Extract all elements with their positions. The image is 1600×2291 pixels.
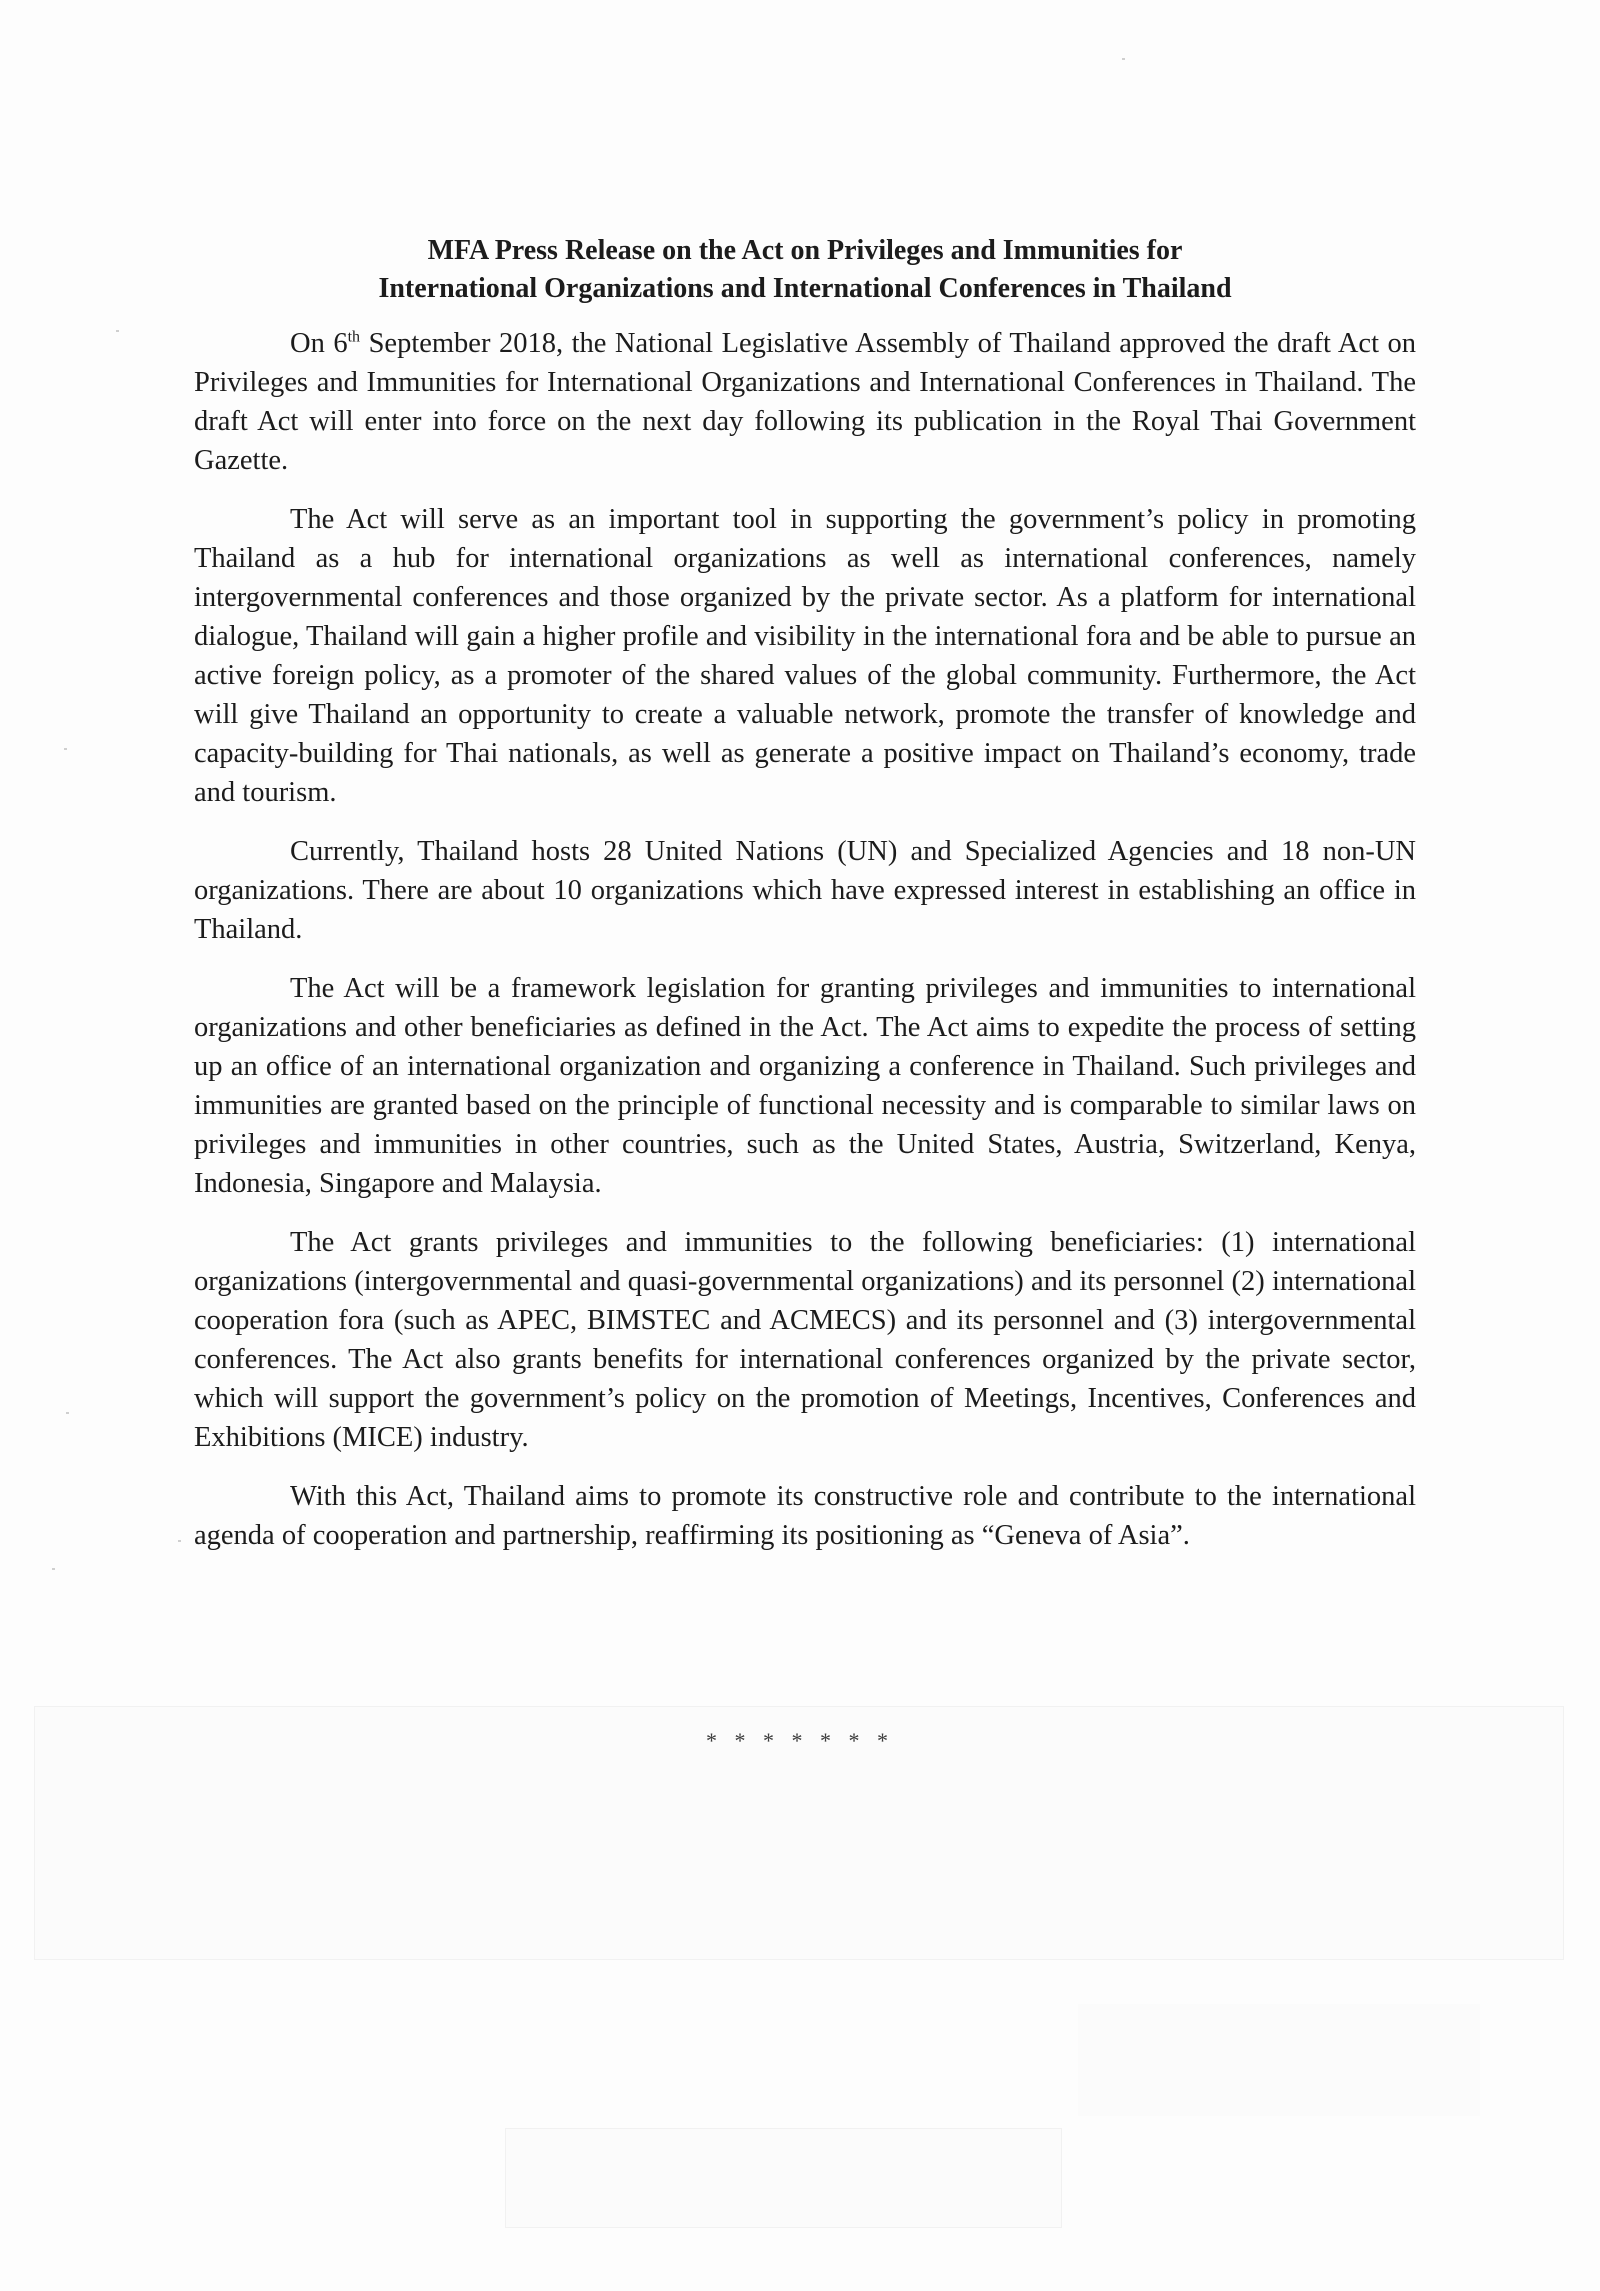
paragraph-beneficiaries: The Act grants privileges and immunities to the following beneficiaries: (1) international organizations (intergovernmental and quasi-governmental organizations) and its personnel (2) international cooperation fora (such as APEC, BIMSTEC and ACMECS) and its personnel and (3) intergovernmental conferences. The Act also grants benefits for international conferences organized by the private sector, which will support the government’s policy on the promotion of Meetings, Incentives, Conferences and Exhibitions (MICE) industry. (194, 1227, 1416, 1453)
bleed-through-label (1078, 2004, 1480, 2116)
bleed-through-stamp (505, 2128, 1062, 2228)
scan-speck (1122, 58, 1125, 60)
scan-speck (64, 748, 67, 750)
scan-speck (116, 330, 119, 332)
paragraph-approval-rest: September 2018, the National Legislative Assembly of Thailand approved the draft Act on Privileges and Immunities for International Organizations and International Conferences in Thailand. The draft Act will enter into force on the next day following its publication in the Royal Thai Government Gazette. (194, 328, 1416, 476)
scan-speck (52, 1568, 55, 1570)
end-separator: * * * * * * * (706, 1728, 894, 1753)
title-line-1: MFA Press Release on the Act on Privileges and Immunities for (427, 235, 1183, 266)
press-release-body (194, 324, 1416, 1575)
paragraph-conclusion: With this Act, Thailand aims to promote its constructive role and contribute to the international agenda of cooperation and partnership, reaffirming its positioning as “Geneva of Asia”. (194, 1481, 1416, 1551)
paragraph-purpose: The Act will serve as an important tool in supporting the government’s policy in promoting Thailand as a hub for international organizations as well as international conferences, namely intergovernmental conferences and those organized by the private sector. As a platform for international dialogue, Thailand will gain a higher profile and visibility in the international fora and be able to pursue an active foreign policy, as a promoter of the shared values of the global community. Furthermore, the Act will give Thailand an opportunity to create a valuable network, promote the transfer of knowledge and capacity-building for Thai nationals, as well as generate a positive impact on Thailand’s economy, trade and tourism. (194, 504, 1416, 808)
scan-speck (66, 1412, 69, 1414)
scan-speck (178, 1540, 181, 1542)
paragraph-approval (194, 324, 1416, 480)
bleed-through-box (34, 1706, 1564, 1960)
paragraph-approval-lead: On 6 (290, 328, 348, 359)
paragraph-current-hosting: Currently, Thailand hosts 28 United Nations (UN) and Specialized Agencies and 18 non-UN organizations. There are about 10 organizations which have expressed interest in establishing an office in Thailand. (194, 836, 1416, 945)
ordinal-suffix: th (347, 328, 361, 346)
press-release-title (190, 232, 1420, 308)
paragraph-framework: The Act will be a framework legislation for granting privileges and immunities to international organizations and other beneficiaries as defined in the Act. The Act aims to expedite the process of setting up an office of an international organization and organizing a conference in Thailand. Such privileges and immunities are granted based on the principle of functional necessity and is comparable to similar laws on privileges and immunities in other countries, such as the United States, Austria, Switzerland, Kenya, Indonesia, Singapore and Malaysia. (194, 973, 1416, 1199)
title-line-2: International Organizations and International Conferences in Thailand (378, 273, 1232, 304)
